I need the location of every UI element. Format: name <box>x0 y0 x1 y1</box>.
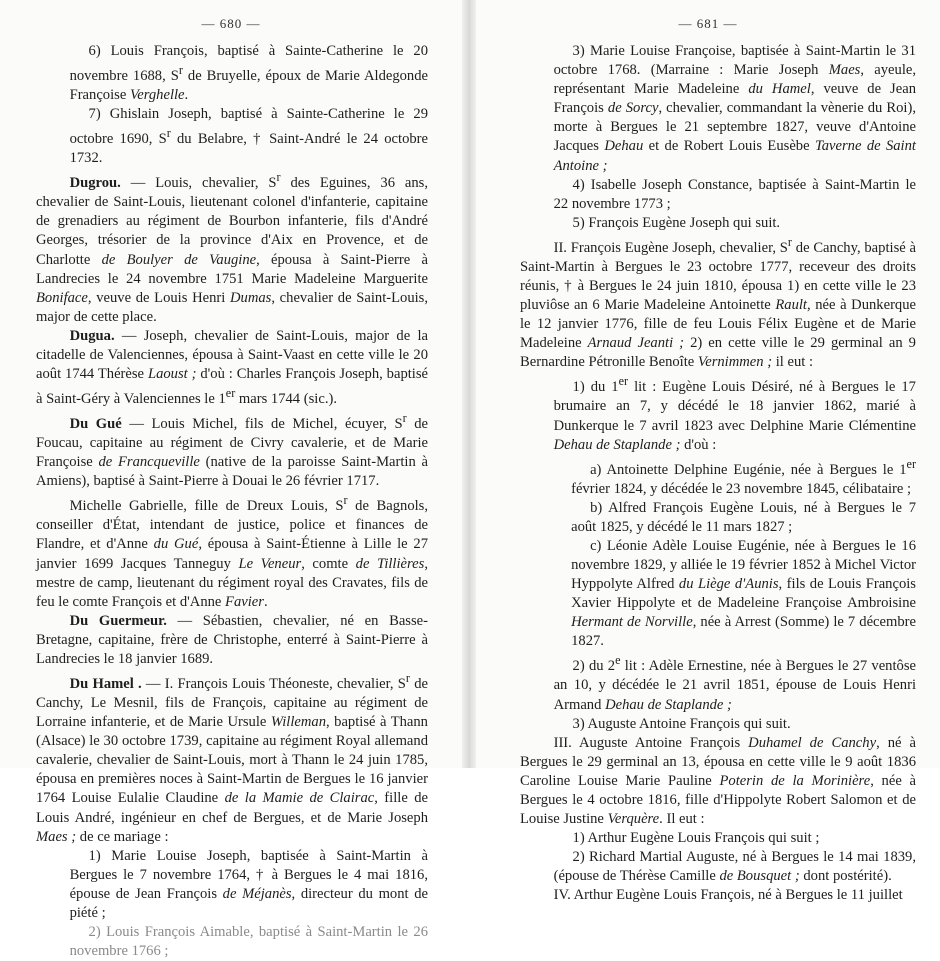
text-segment: 3) Marie Louise Françoise, baptisée à Saint-Martin le 31 octobre 1768. (Marraine : Marie Joseph <box>553 43 916 79</box>
surname-italic: Dehau <box>604 138 644 155</box>
text-segment: 2) Richard Martial Auguste, né à Bergues le 14 mai 1839, (épouse de Thérèse Camille <box>553 849 916 885</box>
text-segment: du Belabre, † Saint-André le 24 octobre 1732. <box>69 131 429 167</box>
surname-italic: Willeman <box>270 714 326 731</box>
text-segment: r <box>166 126 171 141</box>
entry-heading: Du Hamel . <box>69 675 142 692</box>
right-page <box>476 0 940 904</box>
text-segment: 5) François Eugène Joseph qui suit. <box>572 214 781 231</box>
genealogy-entry <box>36 669 428 847</box>
text-segment: — I. François Louis Théoneste, chevalier, S <box>141 675 406 692</box>
surname-italic: Dumas <box>229 289 272 306</box>
text-segment: r <box>343 493 348 508</box>
list-item <box>520 848 916 886</box>
text-segment: 7) Ghislain Joseph, baptisé à Sainte-Catherine le 29 octobre 1690, S <box>69 106 428 148</box>
text-segment: de ce mariage : <box>76 828 169 845</box>
text-segment: , baptisé à Thann (Alsace) le 30 octobre 1739, capitaine au régiment Royal allemand cavalerie, chevalier de Saint-Louis, mort à Thann le 24 juin 1785, épousa en premières noces à Saint-Martin de Bergues le 16 janvier 1764 Louise Eulalie Claudine <box>36 714 428 807</box>
surname-italic: Maes ; <box>36 828 77 845</box>
text-segment: a) Antoinette Delphine Eugénie, née à Bergues le 1 <box>590 461 907 478</box>
text-segment: , né à Bergues le 29 germinal an 13, épousa en cette ville le 9 août 1836 Caroline Louise Marie Pauline <box>520 734 916 789</box>
entry-heading: Dugua. <box>69 327 115 344</box>
surname-italic: de Méjanès <box>222 885 292 902</box>
text-segment: — Sébastien, chevalier, né en Basse-Bretagne, capitaine, frère de Christophe, enterré à Saint-Pierre à Landrecies le 18 janvier 1689. <box>36 612 428 667</box>
surname-italic: de Tillières <box>355 555 425 572</box>
list-item <box>36 105 428 168</box>
list-item <box>520 829 916 848</box>
genealogy-entry <box>36 168 428 327</box>
surname-italic: Laoust ; <box>147 366 197 383</box>
text-segment: , fille de Louis André, ingénieur en chef de Bergues, et de Marie Joseph <box>36 790 428 826</box>
genealogy-entry <box>36 612 428 669</box>
surname-italic: Rault <box>775 297 807 314</box>
surname-italic: de Boulyer de Vaugine <box>101 251 257 268</box>
page-number: — 680 — <box>201 16 261 31</box>
text-segment: II. François Eugène Joseph, chevalier, S <box>553 239 788 256</box>
surname-italic: Favier <box>225 593 264 610</box>
surname-italic: de Sorcy <box>607 100 659 117</box>
text-segment: 4) Isabelle Joseph Constance, baptisée à Saint-Martin le 22 novembre 1773 ; <box>553 176 916 212</box>
surname-italic: Duhamel de Canchy <box>748 734 877 751</box>
text-segment: , comte <box>301 555 356 572</box>
text-segment: 1) du 1 <box>572 379 619 396</box>
text-segment: , chevalier de Saint-Louis, major de cette place. <box>36 289 429 325</box>
text-segment: lit : Eugène Louis Désiré, né à Bergues le 17 brumaire an 7, y décédé le 18 janvier 1862, marié à Dunkerque le 7 avril 1823 avec Delphine Marie Clémentine <box>553 379 916 434</box>
text-segment: 3) Auguste Antoine François qui suit. <box>572 715 791 732</box>
genealogy-entry <box>520 233 916 373</box>
text-segment: r <box>178 63 183 78</box>
text-segment: III. Auguste Antoine François <box>553 734 749 751</box>
text-segment: , veuve de Louis Henri <box>87 289 230 306</box>
list-item <box>520 214 916 233</box>
list-item <box>520 537 916 652</box>
surname-italic: du Liège d'Aunis <box>678 576 779 593</box>
text-segment: . <box>263 593 268 610</box>
text-segment: (native de la paroisse Saint-Martin à Amiens), baptisé à Saint-Pierre à Douai le 26 février 1717. <box>36 454 429 490</box>
genealogy-entry <box>36 409 428 491</box>
text-segment: 2) du 2 <box>572 658 616 675</box>
genealogy-entry <box>520 886 916 905</box>
text-segment: 1) Marie Louise Joseph, baptisée à Saint-Martin à Bergues le 7 novembre 1764, † à Bergues le 4 mai 1816, épouse de Jean François <box>69 847 428 902</box>
text-segment: Michelle Gabrielle, fille de Dreux Louis, S <box>69 498 344 515</box>
text-segment: février 1824, y décédée le 23 novembre 1845, célibataire ; <box>571 480 912 497</box>
list-item <box>520 651 916 714</box>
text-segment: , fils de Louis François Xavier Hippolyte et de Madeleine Françoise Ambroisine <box>571 576 916 612</box>
list-item <box>520 176 916 214</box>
text-segment: er <box>906 456 916 471</box>
text-segment: , née à Dunkerque le 12 janvier 1776, fille de feu Louis Félix Eugène et de Marie Madeleine <box>520 297 916 352</box>
list-item <box>520 42 916 176</box>
surname-italic: de Francqueville <box>98 454 200 471</box>
list-item <box>520 499 916 537</box>
text-segment: de Bagnols, conseiller d'État, intendant de justice, police et finances de Flandre, et d'Anne <box>36 498 429 553</box>
text-segment: 6) Louis François, baptisé à Sainte-Catherine le 20 novembre 1688, S <box>69 43 428 84</box>
surname-italic: Verquère <box>607 811 660 828</box>
text-segment: dont postérité). <box>799 868 892 885</box>
list-item <box>520 372 916 454</box>
list-item <box>36 923 428 961</box>
text-segment: c) Léonie Adèle Louise Eugénie, née à Bergues le 16 novembre 1829, y alliée le 19 février 1852 à Michel Victor Hyppolyte Alfred <box>571 537 916 593</box>
entry-heading: Du Guermeur. <box>69 612 167 629</box>
text-segment: de Foucau, capitaine au régiment de Civry cavalerie, et de Marie Françoise <box>36 415 428 471</box>
text-segment: de Bruyelle, époux de Marie Aldegonde Françoise <box>69 67 429 104</box>
surname-italic: Arnaud Jeanti ; <box>587 335 685 352</box>
surname-italic: du Hamel <box>748 81 811 98</box>
list-item <box>36 42 428 105</box>
genealogy-entry <box>36 327 428 409</box>
text-segment: lit : Adèle Ernestine, née à Bergues le 27 ventôse an 10, y décédée le 21 avril 1851, épouse de Louis Henri Armand <box>553 658 916 713</box>
text-segment: b) Alfred François Eugène Louis, né à Bergues le 7 août 1825, y décédé le 11 mars 1827 ; <box>571 499 916 535</box>
book-gutter <box>462 0 476 768</box>
text-segment: il eut : <box>772 354 814 371</box>
text-segment: mars 1744 (sic.). <box>235 391 337 408</box>
text-segment: r <box>405 671 410 686</box>
text-segment: r <box>402 411 407 426</box>
surname-italic: Verghelle <box>129 87 185 104</box>
text-segment: de Canchy, Le Mesnil, fils de François, capitaine au régiment de Lorraine infanterie, et de Marie Ursule <box>36 675 428 731</box>
text-segment: IV. Arthur Eugène Louis François, né à Bergues le 11 juillet <box>553 887 903 904</box>
text-segment: des Eguines, 36 ans, chevalier de Saint-Louis, lieutenant colonel d'infanterie, capitaine de grenadiers au régiment de Bourbon infanterie, fils d'André Georges, trésorier de la province d'Aix en Provence, et de Charlotte <box>36 175 428 268</box>
surname-italic: Le Veneur <box>238 555 302 572</box>
list-item <box>36 847 428 923</box>
text-segment: , épousa à Saint-Pierre à Landrecies le 24 novembre 1751 Marie Madeleine Marguerite <box>36 251 428 287</box>
text-segment: , chevalier, commandant la vènerie du Roi), morte à Bergues le 21 septembre 1827, veuve d'Antoine Jacques <box>553 100 916 155</box>
text-segment: , épousa à Saint-Étienne à Lille le 27 janvier 1699 Jacques Tanneguy <box>36 536 429 572</box>
surname-italic: Dehau de Staplande ; <box>605 696 732 713</box>
list-item <box>520 455 916 499</box>
text-segment: 1) Arthur Eugène Louis François qui suit ; <box>572 830 820 847</box>
surname-italic: Vernimmen ; <box>697 354 773 371</box>
text-segment: , née à Arrest (Somme) le 7 décembre 1827. <box>571 614 916 650</box>
text-segment: , mestre de camp, lieutenant du régiment royal des Cravates, fils de feu le comte François et d'Anne <box>36 555 428 610</box>
page-text <box>36 42 428 961</box>
list-item <box>520 715 916 734</box>
text-segment: d'où : Charles François Joseph, baptisé à Saint-Géry à Valenciennes le 1 <box>36 366 429 408</box>
text-segment: 2) Louis François Aimable, baptisé à Saint-Martin le 26 novembre 1766 ; <box>69 924 428 960</box>
surname-italic: de la Mamie de Clairac <box>224 790 375 807</box>
surname-italic: Maes <box>828 62 861 79</box>
text-segment: r <box>787 234 792 249</box>
text-segment: — Joseph, chevalier de Saint-Louis, major de la citadelle de Valenciennes, épousa à Saint-Vaast en cette ville le 20 août 1744 Thérèse <box>36 327 428 383</box>
text-segment: — Louis, chevalier, S <box>120 175 277 192</box>
text-segment: 2) en cette ville le 29 germinal an 9 Bernardine Pétronille Benoîte <box>520 335 916 371</box>
surname-italic: Dehau de Staplande ; <box>553 436 681 453</box>
text-segment: er <box>225 386 236 401</box>
genealogy-entry <box>36 491 428 611</box>
text-segment: e <box>615 653 621 668</box>
surname-italic: Poterin de la Morinière <box>719 772 871 789</box>
entry-heading: Du Gué <box>69 415 122 432</box>
text-segment: er <box>618 374 629 389</box>
text-segment: — Louis Michel, fils de Michel, écuyer, S <box>121 415 403 432</box>
text-segment: de Canchy, baptisé à Saint-Martin à Bergues le 23 octobre 1777, receveur des droits réunis, † à Bergues le 24 juin 1810, épousa 1) en cette ville le 23 pluviôse an 6 Marie Madeleine Antoinette <box>520 239 916 314</box>
text-segment: , née à Bergues le 4 octobre 1816, fille d'Hippolyte Robert Salomon et de Louise Justine <box>520 772 917 828</box>
entry-heading: Dugrou. <box>69 175 121 192</box>
text-segment: d'où : <box>680 436 717 453</box>
surname-italic: du Gué <box>153 536 199 553</box>
surname-italic: Taverne de Saint Antoine ; <box>553 138 916 174</box>
text-segment: r <box>276 170 281 185</box>
text-segment: , ayeule, représentant Marie Madeleine <box>553 62 917 98</box>
genealogy-entry <box>520 734 916 829</box>
surname-italic: Boniface <box>36 289 88 306</box>
page-number: — 681 — <box>678 16 738 31</box>
surname-italic: Hermant de Norville <box>571 614 693 631</box>
text-segment: . <box>184 87 189 104</box>
text-segment: , veuve de Jean François <box>553 81 916 117</box>
surname-italic: de Bousquet ; <box>719 868 800 885</box>
text-segment: et de Robert Louis Eusèbe <box>643 138 815 155</box>
text-segment: . Il eut : <box>659 811 705 828</box>
left-page <box>0 0 462 960</box>
text-segment: , directeur du mont de piété ; <box>69 885 428 922</box>
page-text <box>520 42 916 906</box>
